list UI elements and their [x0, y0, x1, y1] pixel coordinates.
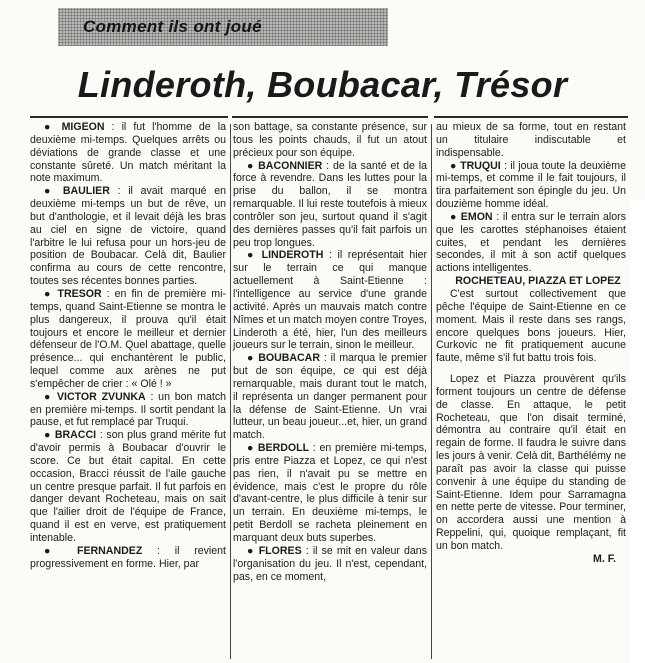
player-name: TRUQUI	[460, 159, 501, 172]
player-name: BRACCI	[54, 429, 97, 442]
paragraph-gap	[436, 365, 626, 373]
top-rule-col1	[30, 116, 228, 118]
author-signature: M. F.	[593, 552, 616, 565]
article-column-1	[30, 121, 226, 571]
kicker-banner	[58, 8, 388, 46]
scan-edge	[630, 200, 645, 663]
player-name: BAULIER	[62, 185, 110, 198]
player-paragraph: ● FERNANDEZ : il revient progressivement en forme. Hier, par	[30, 544, 227, 570]
column-divider	[230, 124, 231, 659]
player-paragraph: ● BOUBACAR : il marqua le premier but de son équipe, ce qui est déjà remarquable, mais durant tout le match, il représenta un danger permanent pour la défense de Saint-Etienne. Un vrai lutteur, un beau joueur...et, hier, un grand match.	[233, 352, 428, 442]
column-divider	[431, 124, 432, 659]
player-name: MIGEON	[61, 121, 105, 133]
player-paragraph: ● TRESOR : en fin de première mi-temps, quand Saint-Etienne se montra le plus dangereux, il prouva qu'il était toujours et encore le meilleur et dernier défenseur de l'O.M. Quel abattage, quelle présence... qui enchantèrent le public, lequel comme aux arènes ne put s'empêcher de crier : « Olé ! »	[30, 287, 226, 390]
player-paragraph: ● EMON : il entra sur le terrain alors que les carottes stéphanoises étaient cuites, et pendant les dernières secondes, il mit à son actif quelques actions intelligentes.	[436, 210, 626, 275]
player-paragraph: ● BERDOLL : en première mi-temps, pris entre Piazza et Lopez, ce qui n'est pas rien, il n'avait pu se mettre en évidence, mais c'est le propre du rôle d'avant-centre, le plus difficile à tenir sur un terrain. En deuxième mi-temps, le petit Berdoll se racheta pleinement en marquant deux buts superbes.	[233, 442, 427, 544]
player-name: TRESOR	[57, 287, 102, 300]
continued-paragraph: son battage, sa constante présence, sur tous les points chauds, il fut un atout précieux pour son équipe.	[233, 121, 427, 159]
player-paragraph: ● BRACCI : son plus grand mérite fut d'avoir permis à Boubacar d'ouvrir le score. Ce but était capital. En cette occasion, Bracci réussit de l'aile gauche un centre presque parfait. Il fut parfois en danger devant Rocheteau, mais on sait que l'ailier droit de l'équipe de France, quand il est en verve, est pratiquement intenable.	[30, 429, 226, 544]
headline: Linderoth, Boubacar, Trésor	[77, 64, 568, 105]
player-name: EMON	[460, 210, 493, 223]
player-name: FERNANDEZ	[76, 544, 143, 557]
player-name: BOUBACAR	[258, 352, 320, 365]
top-rule-col2	[232, 116, 428, 118]
player-paragraph: ● FLORES : il se mit en valeur dans l'organisation du jeu. Il n'est, cependant, pas, en ce moment,	[233, 544, 427, 583]
player-paragraph: ● BACONNIER : de la santé et de la force à revendre. Dans les luttes pour la prise du ballon, il se montra remarquable. Il lui reste toutefois à mieux contrôler son jeu, surtout quand il s'agit des dernières passes qu'il fait parfois un peu trop longues.	[233, 159, 427, 249]
player-name: BERDOLL	[257, 442, 310, 455]
player-name: VICTOR ZVUNKA	[56, 390, 146, 403]
section-subhead: ROCHETEAU, PIAZZA ET LOPEZ	[455, 275, 621, 288]
article-column-2	[233, 121, 427, 583]
player-name: BACONNIER	[258, 159, 323, 172]
top-rule-col3	[434, 116, 628, 118]
player-name: LINDEROTH	[261, 249, 324, 262]
body-paragraph: C'est surtout collectivement que pêche l'équipe de Saint-Etienne en ce moment. Mais il reste dans ses rangs, encore quelques bons joueurs. Hier, Curkovic ne fit pratiquement aucune faute, même s'il fut battu trois fois.	[436, 287, 626, 365]
continued-paragraph: au mieux de sa forme, tout en restant un titulaire indiscutable et indispensable.	[436, 121, 626, 159]
kicker-title: Comment ils ont joué	[83, 17, 262, 36]
body-paragraph: Lopez et Piazza prouvèrent qu'ils forment toujours un centre de défense de classe. En attaque, le petit Rocheteau, que l'on disait terminé, démontra au contraire qu'il était en regain de forme. Il faudra le suivre dans les jours à venir. Celà dit, Barthélémy ne paraît pas avoir la classe qui puisse convenir à une équipe du standing de Saint-Etienne. Idem pour Sarramagna en nette perte de vitesse. Pour terminer, on accordera aussi une mention à Reppelini, qui, quoique remplaçant, fit un bon match.	[436, 373, 626, 552]
player-name: FLORES	[258, 544, 302, 557]
article-column-3	[436, 121, 626, 566]
player-paragraph: ● BAULIER : il avait marqué en deuxième mi-temps un but de rêve, un but d'anthologie, et il levait déjà les bras au ciel en signe de victoire, quand l'arbitre le lui refusa pour un hors-jeu de position de Boubacar. Celà dit, Baulier confirma au cours de cette rencontre, toutes ses récentes bonnes parties.	[30, 185, 227, 288]
player-paragraph: ● LINDEROTH : il représentait hier sur le terrain ce qui manque actuellement à Saint-Etienne : l'intelligence au service d'une grande activité. Après un mauvais match contre Nîmes et un match moyen contre Troyes, Linderoth a été, hier, l'un des meilleurs joueurs sur le terrain, sinon le meilleur.	[233, 249, 427, 352]
player-paragraph: ● TRUQUI : il joua toute la deuxième mi-temps, et comme il le fait toujours, il tira parfaitement son épingle du jeu. Un douzième homme idéal.	[436, 159, 626, 211]
player-paragraph: ● MIGEON : il fut l'homme de la deuxième mi-temps. Quelques arrêts ou déviations de grande classe et une constante sûreté. Un match méritant la note maximum.	[30, 121, 226, 185]
player-paragraph: ● VICTOR ZVUNKA : un bon match en première mi-temps. Il sortit pendant la pause, et fut remplacé par Truqui.	[30, 390, 227, 429]
